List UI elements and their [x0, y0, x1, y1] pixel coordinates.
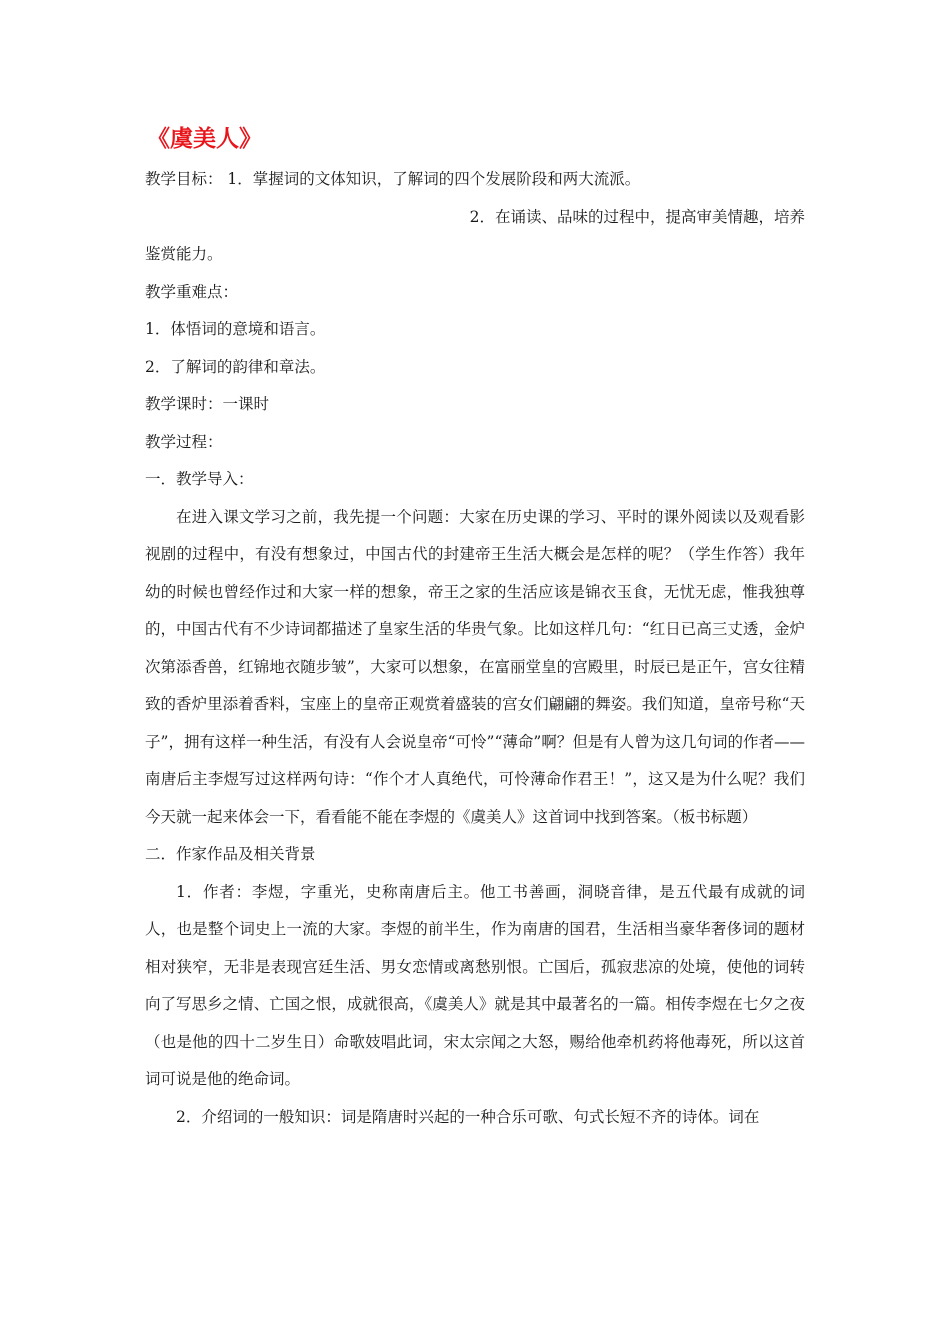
document-title: 《虞美人》 [147, 126, 262, 152]
document-body [145, 161, 805, 1136]
process-heading: 教学过程： [145, 432, 223, 451]
teaching-goal-2-continued: 鉴赏能力。 [145, 245, 223, 263]
section-1-paragraph: 在进入课文学习之前，我先提一个问题：大家在历史课的学习、平时的课外阅读以及观看影视剧的过程中，有没有想象过，中国古代的封建帝王生活大概会是怎样的呢？（学生作答）我年幼的时候也曾经作过和大家一样的想象，帝王之家的生活应该是锦衣玉食，无忧无虑，惟我独尊的，中国古代有不少诗词都描述了皇家生活的华贵气象。比如这样几句：“红日已高三丈透，金炉次第添香兽，红锦地衣随步皱”，大家可以想象，在富丽堂皇的宫殿里，时辰已是正午，宫女往精致的香炉里添着香料，宝座上的皇帝正观赏着盛装的宫女们翩翩的舞姿。我们知道，皇帝号称“天子”，拥有这样一种生活，有没有人会说皇帝“可怜”“薄命”啊？但是有人曾为这几句词的作者——南唐后主李煜写过这样两句诗：“作个才人真绝代，可怜薄命作君王！”，这又是为什么呢？我们今天就一起来体会一下，看看能不能在李煜的《虞美人》这首词中找到答案。（板书标题） [145, 507, 805, 826]
teaching-goal-1: 教学目标： 1．掌握词的文体知识，了解词的四个发展阶段和两大流派。 [145, 170, 641, 188]
key-point-1: 1．体悟词的意境和语言。 [145, 320, 326, 338]
key-points-heading: 教学重难点： [145, 282, 239, 301]
section-2-paragraph-2: 2．介绍词的一般知识：词是隋唐时兴起的一种合乐可歌、句式长短不齐的诗体。词在 [176, 1107, 760, 1126]
teaching-goal-2: 2．在诵读、品味的过程中，提高审美情趣，培养 [469, 207, 805, 226]
section-1-heading: 一．教学导入： [145, 470, 254, 488]
class-hours: 教学课时：一课时 [145, 395, 270, 413]
key-point-2: 2．了解词的韵律和章法。 [145, 357, 326, 376]
section-2-paragraph-1: 1．作者：李煜，字重光，史称南唐后主。他工书善画，洞晓音律，是五代最有成就的词人，也是整个词史上一流的大家。李煜的前半生，作为南唐的国君，生活相当豪华奢侈词的题材相对狭窄，无非是表现宫廷生活、男女恋情或离愁别恨。亡国后，孤寂悲凉的处境，使他的词转向了写思乡之情、亡国之恨，成就很高，《虞美人》就是其中最著名的一篇。相传李煜在七夕之夜（也是他的四十二岁生日）命歌妓唱此词，宋太宗闻之大怒，赐给他牵机药将他毒死，所以这首词可说是他的绝命词。 [145, 882, 805, 1088]
section-2-heading: 二．作家作品及相关背景 [145, 845, 316, 863]
